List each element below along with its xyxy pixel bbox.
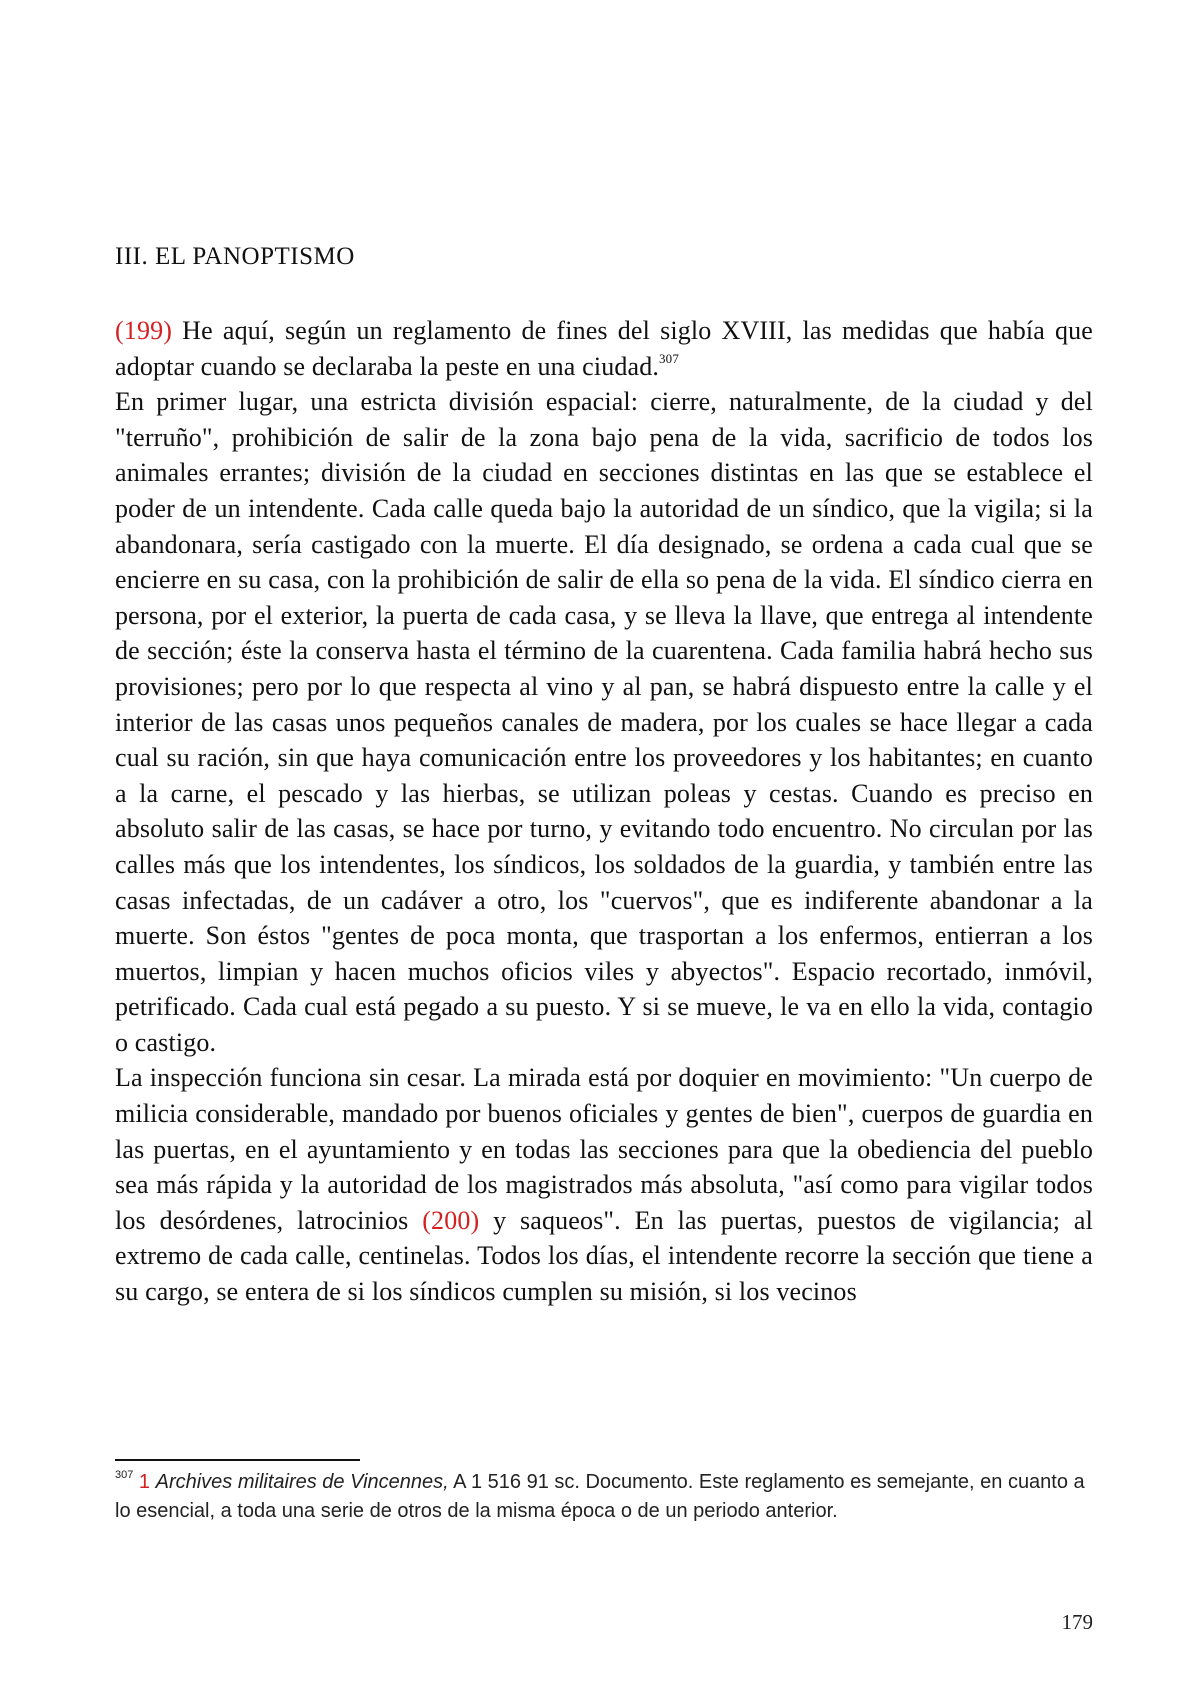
footnote-reference[interactable]: 1	[138, 1471, 151, 1493]
body-text	[115, 313, 1093, 1310]
paragraph-2: En primer lugar, una estricta división espacial: cierre, naturalmente, de la ciudad y del "terruño", prohibición de salir de la zona bajo pena de la vida, sacrificio de todos los animales errantes; división de la ciudad en secciones distintas en las que se establece el poder de un intendente. Cada calle queda bajo la autoridad de un síndico, que la vigila; si la abandonara, sería castigado con la muerte. El día designado, se ordena a cada cual que se encierre en su casa, con la prohibición de salir de ella so pena de la vida. El síndico cierra en persona, por el exterior, la puerta de cada casa, y se lleva la llave, que entrega al intendente de sección; éste la conserva hasta el término de la cuarentena. Cada familia habrá hecho sus provisiones; pero por lo que respecta al vino y al pan, se habrá dispuesto entre la calle y el interior de las casas unos pequeños canales de madera, por los cuales se hace llegar a cada cual su ración, sin que haya comunicación entre los proveedores y los habitantes; en cuanto a la carne, el pescado y las hierbas, se utilizan poleas y cestas. Cuando es preciso en absoluto salir de las casas, se hace por turno, y evitando todo encuentro. No circulan por las calles más que los intendentes, los síndicos, los soldados de la guardia, y también entre las casas infectadas, de un cadáver a otro, los "cuervos", que es indiferente abandonar a la muerte. Son éstos "gentes de poca monta, que trasportan a los enfermos, entierran a los muertos, limpian y hacen muchos oficios viles y abyectos". Espacio recortado, inmóvil, petrificado. Cada cual está pegado a su puesto. Y si se mueve, le va en ello la vida, contagio o castigo.	[115, 387, 1093, 1057]
paragraph-3	[115, 1060, 1093, 1309]
page-reference[interactable]: (200)	[422, 1205, 480, 1235]
page-number: 179	[1061, 1610, 1093, 1634]
paragraph-text: La inspección funciona sin cesar. La mirada está por doquier en movimiento: "Un cuerpo de milicia considerable, mandado por buenos oficiales y gentes de bien", cuerpos de guardia en las puertas, en el ayuntamiento y en todas las secciones para que la obediencia del pueblo sea más rápida y la autoridad de los magistrados más absoluta, "así como para vigilar todos los desórdenes, latrocinios	[115, 1063, 1093, 1235]
footnote-number: 307	[115, 1469, 134, 1482]
footnote-marker[interactable]: 307	[659, 350, 679, 366]
chapter-heading: III. EL PANOPTISMO	[115, 243, 355, 270]
paragraph-text: y saqueos". En las puertas, puestos de vigilancia; al extremo de cada calle, centinelas. Todos los días, el intendente recorre la sección que tiene a su cargo, se entera de si los síndicos cumplen su misión, si los vecinos	[115, 1205, 1093, 1307]
paragraph-1	[115, 313, 1093, 384]
paragraph-text: He aquí, según un reglamento de fines del siglo XVIII, las medidas que había que adoptar cuando se declaraba la peste en una ciudad.	[115, 316, 1093, 381]
footnote-divider	[115, 1459, 360, 1461]
footnote-source-title: Archives militaires de Vincennes,	[155, 1471, 449, 1493]
page-reference[interactable]: (199)	[115, 316, 173, 345]
footnote	[115, 1468, 1093, 1526]
footnote-text: A 1 516 91 sc. Documento. Este reglamento es semejante, en cuanto a lo esencial, a toda una serie de otros de la misma época o de un periodo anterior.	[115, 1471, 1085, 1522]
